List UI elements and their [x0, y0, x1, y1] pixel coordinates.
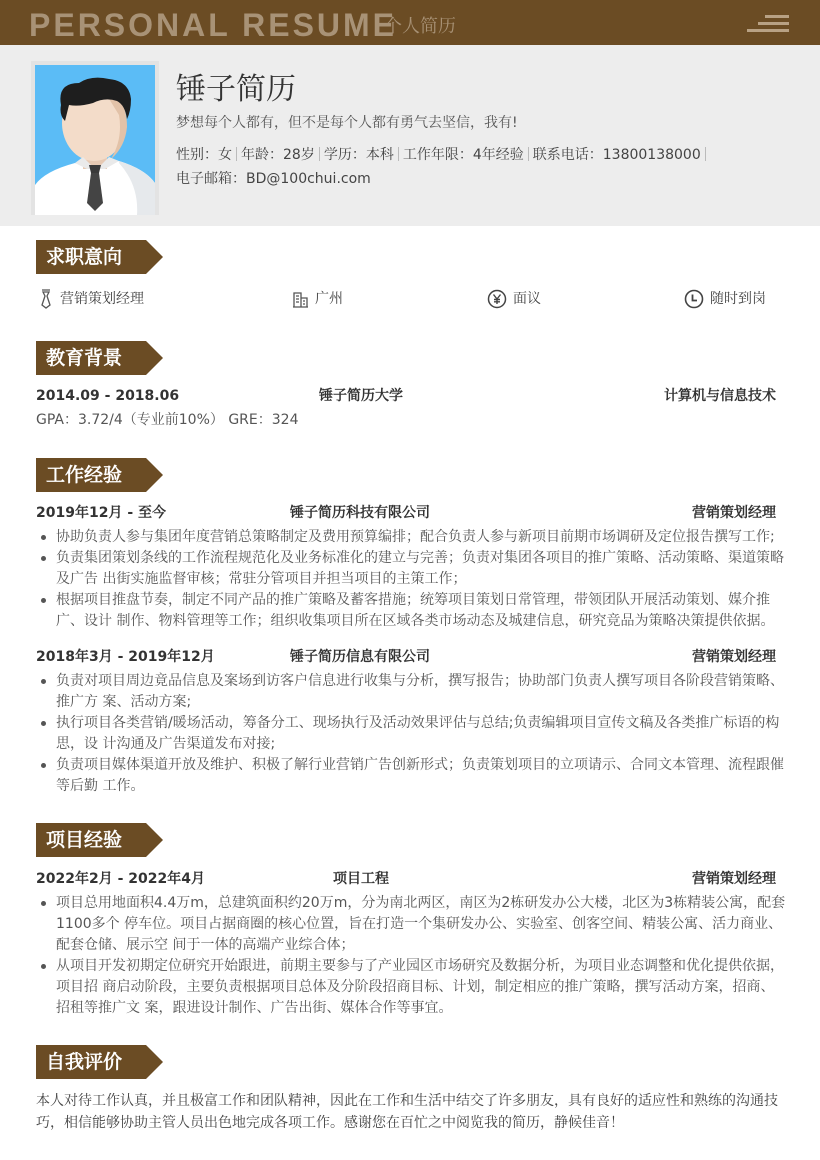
- intent-salary-text: 面议: [513, 291, 541, 307]
- photo-frame: [31, 61, 159, 215]
- section-header-project: [36, 823, 164, 857]
- section-arrow: [146, 458, 163, 492]
- school-name: 锤子简历大学: [319, 388, 403, 404]
- age: 年龄：28岁: [241, 147, 315, 163]
- title-chinese: 个人简历: [384, 16, 456, 37]
- project-name: 项目工程: [333, 871, 389, 887]
- list-item: 负责集团策划条线的工作流程规范化及业务标准化的建立与完善；负责对集团各项目的推广策略、活动策略、渠道策略及广告 出街实施监督审核；常驻分管项目并担当项目的主策工作；: [36, 548, 786, 590]
- section-header-evaluation: [36, 1045, 164, 1079]
- menu-line: [765, 15, 789, 18]
- menu-line: [747, 29, 789, 32]
- intent-city-text: 广州: [315, 291, 343, 307]
- project-row: [36, 869, 776, 889]
- candidate-name: 锤子简历: [176, 72, 296, 107]
- avatar: [35, 65, 155, 215]
- divider: [319, 147, 320, 161]
- education-detail: GPA：3.72/4（专业前10%） GRE：324: [36, 412, 299, 428]
- intent-availability: [684, 288, 766, 310]
- list-item: 根据项目推盘节奏，制定不同产品的推广策略及蓄客措施；统筹项目策划日常管理，带领团队开展活动策划、媒介推广、设计 制作、物料管理等工作；组织收集项目所在区域各类市场动态及城建信息，研究竞品为策略决策提供依据。: [36, 590, 786, 632]
- clock-icon: [684, 289, 704, 309]
- intent-salary: [487, 288, 541, 310]
- list-item: 协助负责人参与集团年度营销总策略制定及费用预算编排；配合负责人参与新项目前期市场调研及定位报告撰写工作;: [36, 527, 786, 548]
- section-arrow: [146, 341, 163, 375]
- divider: [236, 147, 237, 161]
- work-2-duties: [36, 671, 786, 797]
- project-period: 2022年2月 - 2022年4月: [36, 871, 205, 887]
- email: 电子邮箱：BD@100chui.com: [176, 171, 371, 187]
- work-row-2: [36, 647, 776, 667]
- list-item: 负责对项目周边竟品信息及案场到访客户信息进行收集与分析，撰写报告；协助部门负责人撰写项目各阶段营销策略、推广方 案、活动方案;: [36, 671, 786, 713]
- section-title: 求职意向: [36, 240, 146, 274]
- section-header-work: [36, 458, 164, 492]
- education-row: [36, 386, 776, 406]
- work-years: 工作年限：4年经验: [402, 147, 524, 163]
- work-row-1: [36, 503, 776, 523]
- section-title: 教育背景: [36, 341, 146, 375]
- major: 计算机与信息技术: [664, 388, 776, 404]
- divider: [528, 147, 529, 161]
- company-name: 锤子简历科技有限公司: [290, 505, 430, 521]
- education-period: 2014.09 - 2018.06: [36, 388, 180, 404]
- motto: 梦想每个人都有，但不是每个人都有勇气去坚信，我有!: [176, 115, 518, 131]
- top-banner: [0, 0, 820, 45]
- project-role: 营销策划经理: [692, 871, 776, 887]
- avatar-man-icon: [35, 65, 155, 215]
- menu-line: [758, 22, 789, 25]
- section-arrow: [146, 240, 163, 274]
- list-item: 从项目开发初期定位研究开始跟进，前期主要参与了产业园区市场研究及数据分析，为项目业态调整和优化提供依据，项目招 商启动阶段，主要负责根据项目总体及分阶段招商目标、计划，制定相应的推广策略，撰写活动方案，招商、招租等推广文 案，跟进设计制作、广告出街、媒体合作等事宜。: [36, 956, 786, 1019]
- hamburger-menu-icon[interactable]: [747, 15, 789, 33]
- profile-panel: [0, 45, 820, 226]
- section-arrow: [146, 823, 163, 857]
- education-level: 学历：本科: [323, 147, 394, 163]
- intent-availability-text: 随时到岗: [710, 291, 766, 307]
- intent-position-text: 营销策划经理: [60, 291, 144, 307]
- list-item: 执行项目各类营销/暖场活动，筹备分工、现场执行及活动效果评估与总结;负责编辑项目宣传文稿及各类推广标语的构思，设 计沟通及广告渠道发布对接;: [36, 713, 786, 755]
- list-item: 负责项目媒体渠道开放及维护、积极了解行业营销广告创新形式；负责策划项目的立项请示、合同文本管理、流程跟催等后勤 工作。: [36, 755, 786, 797]
- company-name: 锤子简历信息有限公司: [290, 649, 430, 665]
- job-role: 营销策划经理: [692, 649, 776, 665]
- self-evaluation-text: 本人对待工作认真，并且极富工作和团队精神，因此在工作和生活中结交了许多朋友，具有良好的适应性和熟练的沟通技巧，相信能够协助主管人员出色地完成各项工作。感谢您在百忙之中阅览我的简历，静候佳音！: [36, 1093, 778, 1131]
- tie-icon: [38, 289, 54, 309]
- gender: 性别：女: [176, 147, 232, 163]
- list-item: 项目总用地面积4.4万m，总建筑面积约20万m，分为南北两区，南区为2栋研发办公大楼，北区为3栋精装公寓，配套1100多个 停车位。项目占据商圈的核心位置，旨在打造一个集研发办公、实验室、创客空间、精装公寓、活力商业、配套仓储、展示空 间于一体的高端产业综合体；: [36, 893, 786, 956]
- project-duties: [36, 893, 786, 1019]
- job-role: 营销策划经理: [692, 505, 776, 521]
- yen-icon: [487, 289, 507, 309]
- section-title: 自我评价: [36, 1045, 146, 1079]
- section-arrow: [146, 1045, 163, 1079]
- section-title: 工作经验: [36, 458, 146, 492]
- basic-info-line: [176, 145, 710, 165]
- phone: 联系电话：13800138000: [532, 147, 701, 163]
- work-1-duties: [36, 527, 786, 632]
- section-header-education: [36, 341, 164, 375]
- intent-position: [38, 288, 144, 310]
- section-header-intent: [36, 240, 164, 274]
- title-english: PERSONAL RESUME: [29, 7, 398, 43]
- section-title: 项目经验: [36, 823, 146, 857]
- divider: [398, 147, 399, 161]
- divider: [705, 147, 706, 161]
- work-period: 2019年12月 - 至今: [36, 505, 167, 521]
- building-icon: [292, 291, 309, 308]
- work-period: 2018年3月 - 2019年12月: [36, 649, 215, 665]
- intent-city: [292, 288, 343, 310]
